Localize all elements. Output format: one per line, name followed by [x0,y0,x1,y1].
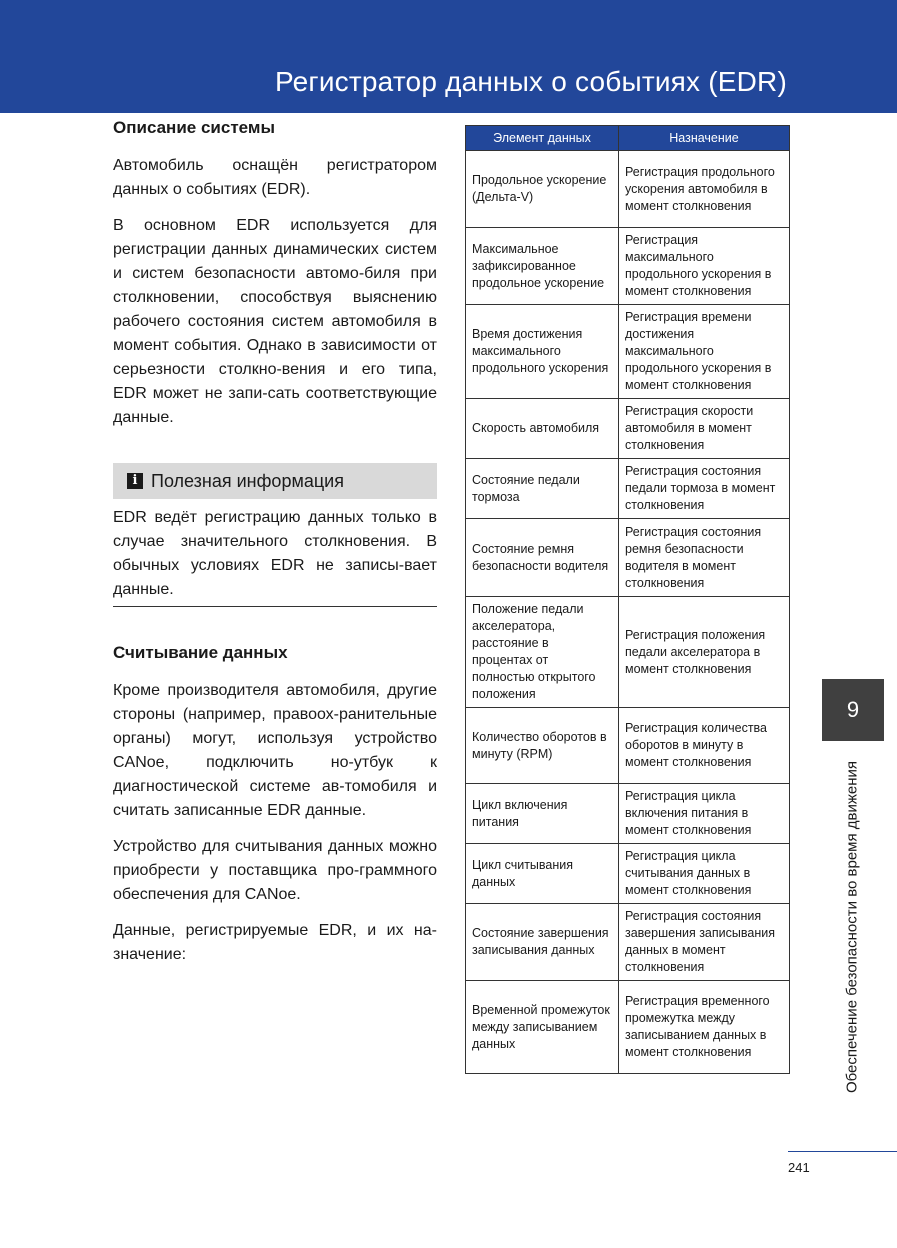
info-box [113,463,437,499]
table-row [466,399,790,459]
edr-data-table [465,125,790,1074]
table-cell-element: Цикл включения питания [466,784,619,844]
reading-section [113,643,437,967]
reading-paragraph-3: Данные, регистрируемые EDR, и их на-значение: [113,922,437,963]
header-band [0,0,897,113]
table-row [466,981,790,1074]
table-row [466,784,790,844]
info-text: EDR ведёт регистрацию данных только в случае значительного столкновения. В обычных условиях EDR не записы-вает данные. [113,509,437,598]
table-cell-element: Скорость автомобиля [466,399,619,459]
system-paragraph-1: Автомобиль оснащён регистратором данных о событиях (EDR). [113,157,437,198]
table-row [466,844,790,904]
table-cell-purpose: Регистрация состояния педали тормоза в момент столкновения [619,459,790,519]
page-title: Регистратор данных о событиях (EDR) [275,66,787,97]
table-cell-element: Состояние завершения записывания данных [466,904,619,981]
divider [113,606,437,607]
reading-paragraph-1: Кроме производителя автомобиля, другие стороны (например, правоох-ранительные органы) могут, используя устройство CANoe, подключить но-утбук к диагностической системе ав-томобиля и считать записанные EDR данные. [113,682,437,819]
table-cell-element: Временной промежуток между записыванием данных [466,981,619,1074]
table-cell-purpose: Регистрация состояния ремня безопасности водителя в момент столкновения [619,519,790,597]
table-cell-element: Положение педали акселератора, расстояние в процентах от полностью открытого положения [466,597,619,708]
table-cell-purpose: Регистрация количества оборотов в минуту в момент столкновения [619,708,790,784]
info-icon: i [127,473,143,489]
table-header-row [466,126,790,151]
footer-rule [788,1151,897,1152]
page-number: 241 [788,1160,810,1175]
system-heading: Описание системы [113,118,275,137]
info-title: Полезная информация [151,470,344,491]
table-row [466,597,790,708]
table-cell-element: Количество оборотов в минуту (RPM) [466,708,619,784]
table-row [466,151,790,228]
table-cell-purpose: Регистрация максимального продольного ускорения в момент столкновения [619,228,790,305]
table-row [466,708,790,784]
table-cell-element: Максимальное зафиксированное продольное ускорение [466,228,619,305]
table-cell-purpose: Регистрация продольного ускорения автомобиля в момент столкновения [619,151,790,228]
table-cell-purpose: Регистрация временного промежутка между записыванием данных в момент столкновения [619,981,790,1074]
table-row [466,904,790,981]
chapter-label-text: Обеспечение безопасности во время движения [843,760,861,1094]
column-header-purpose: Назначение [619,126,790,151]
table-cell-element: Продольное ускорение (Дельта-V) [466,151,619,228]
table-cell-purpose: Регистрация цикла считывания данных в момент столкновения [619,844,790,904]
table-cell-purpose: Регистрация скорости автомобиля в момент столкновения [619,399,790,459]
table-row [466,459,790,519]
column-header-element: Элемент данных [466,126,619,151]
chapter-tab: 9 [822,679,884,741]
table-cell-element: Время достижения максимального продольного ускорения [466,305,619,399]
table-cell-element: Состояние педали тормоза [466,459,619,519]
table-row [466,519,790,597]
reading-heading: Считывание данных [113,643,288,662]
table-cell-purpose: Регистрация цикла включения питания в момент столкновения [619,784,790,844]
table-cell-element: Цикл считывания данных [466,844,619,904]
table-row [466,305,790,399]
table-cell-purpose: Регистрация времени достижения максимального продольного ускорения в момент столкновения [619,305,790,399]
table-cell-element: Состояние ремня безопасности водителя [466,519,619,597]
table-row [466,228,790,305]
system-paragraph-2: В основном EDR используется для регистрации данных динамических систем и систем безопасности автомо-биля при столкновении, способствуя выяснению рабочего состояния систем автомобиля в момент события. Однако в зависимости от серьезности столкно-вения и его типа, EDR может не запи-сать соответствующие данные. [113,217,437,426]
table-cell-purpose: Регистрация состояния завершения записывания данных в момент столкновения [619,904,790,981]
left-column [113,118,437,430]
reading-paragraph-2: Устройство для считывания данных можно приобрести у поставщика про-граммного обеспечения для CANoe. [113,838,437,903]
table-cell-purpose: Регистрация положения педали акселератора в момент столкновения [619,597,790,708]
